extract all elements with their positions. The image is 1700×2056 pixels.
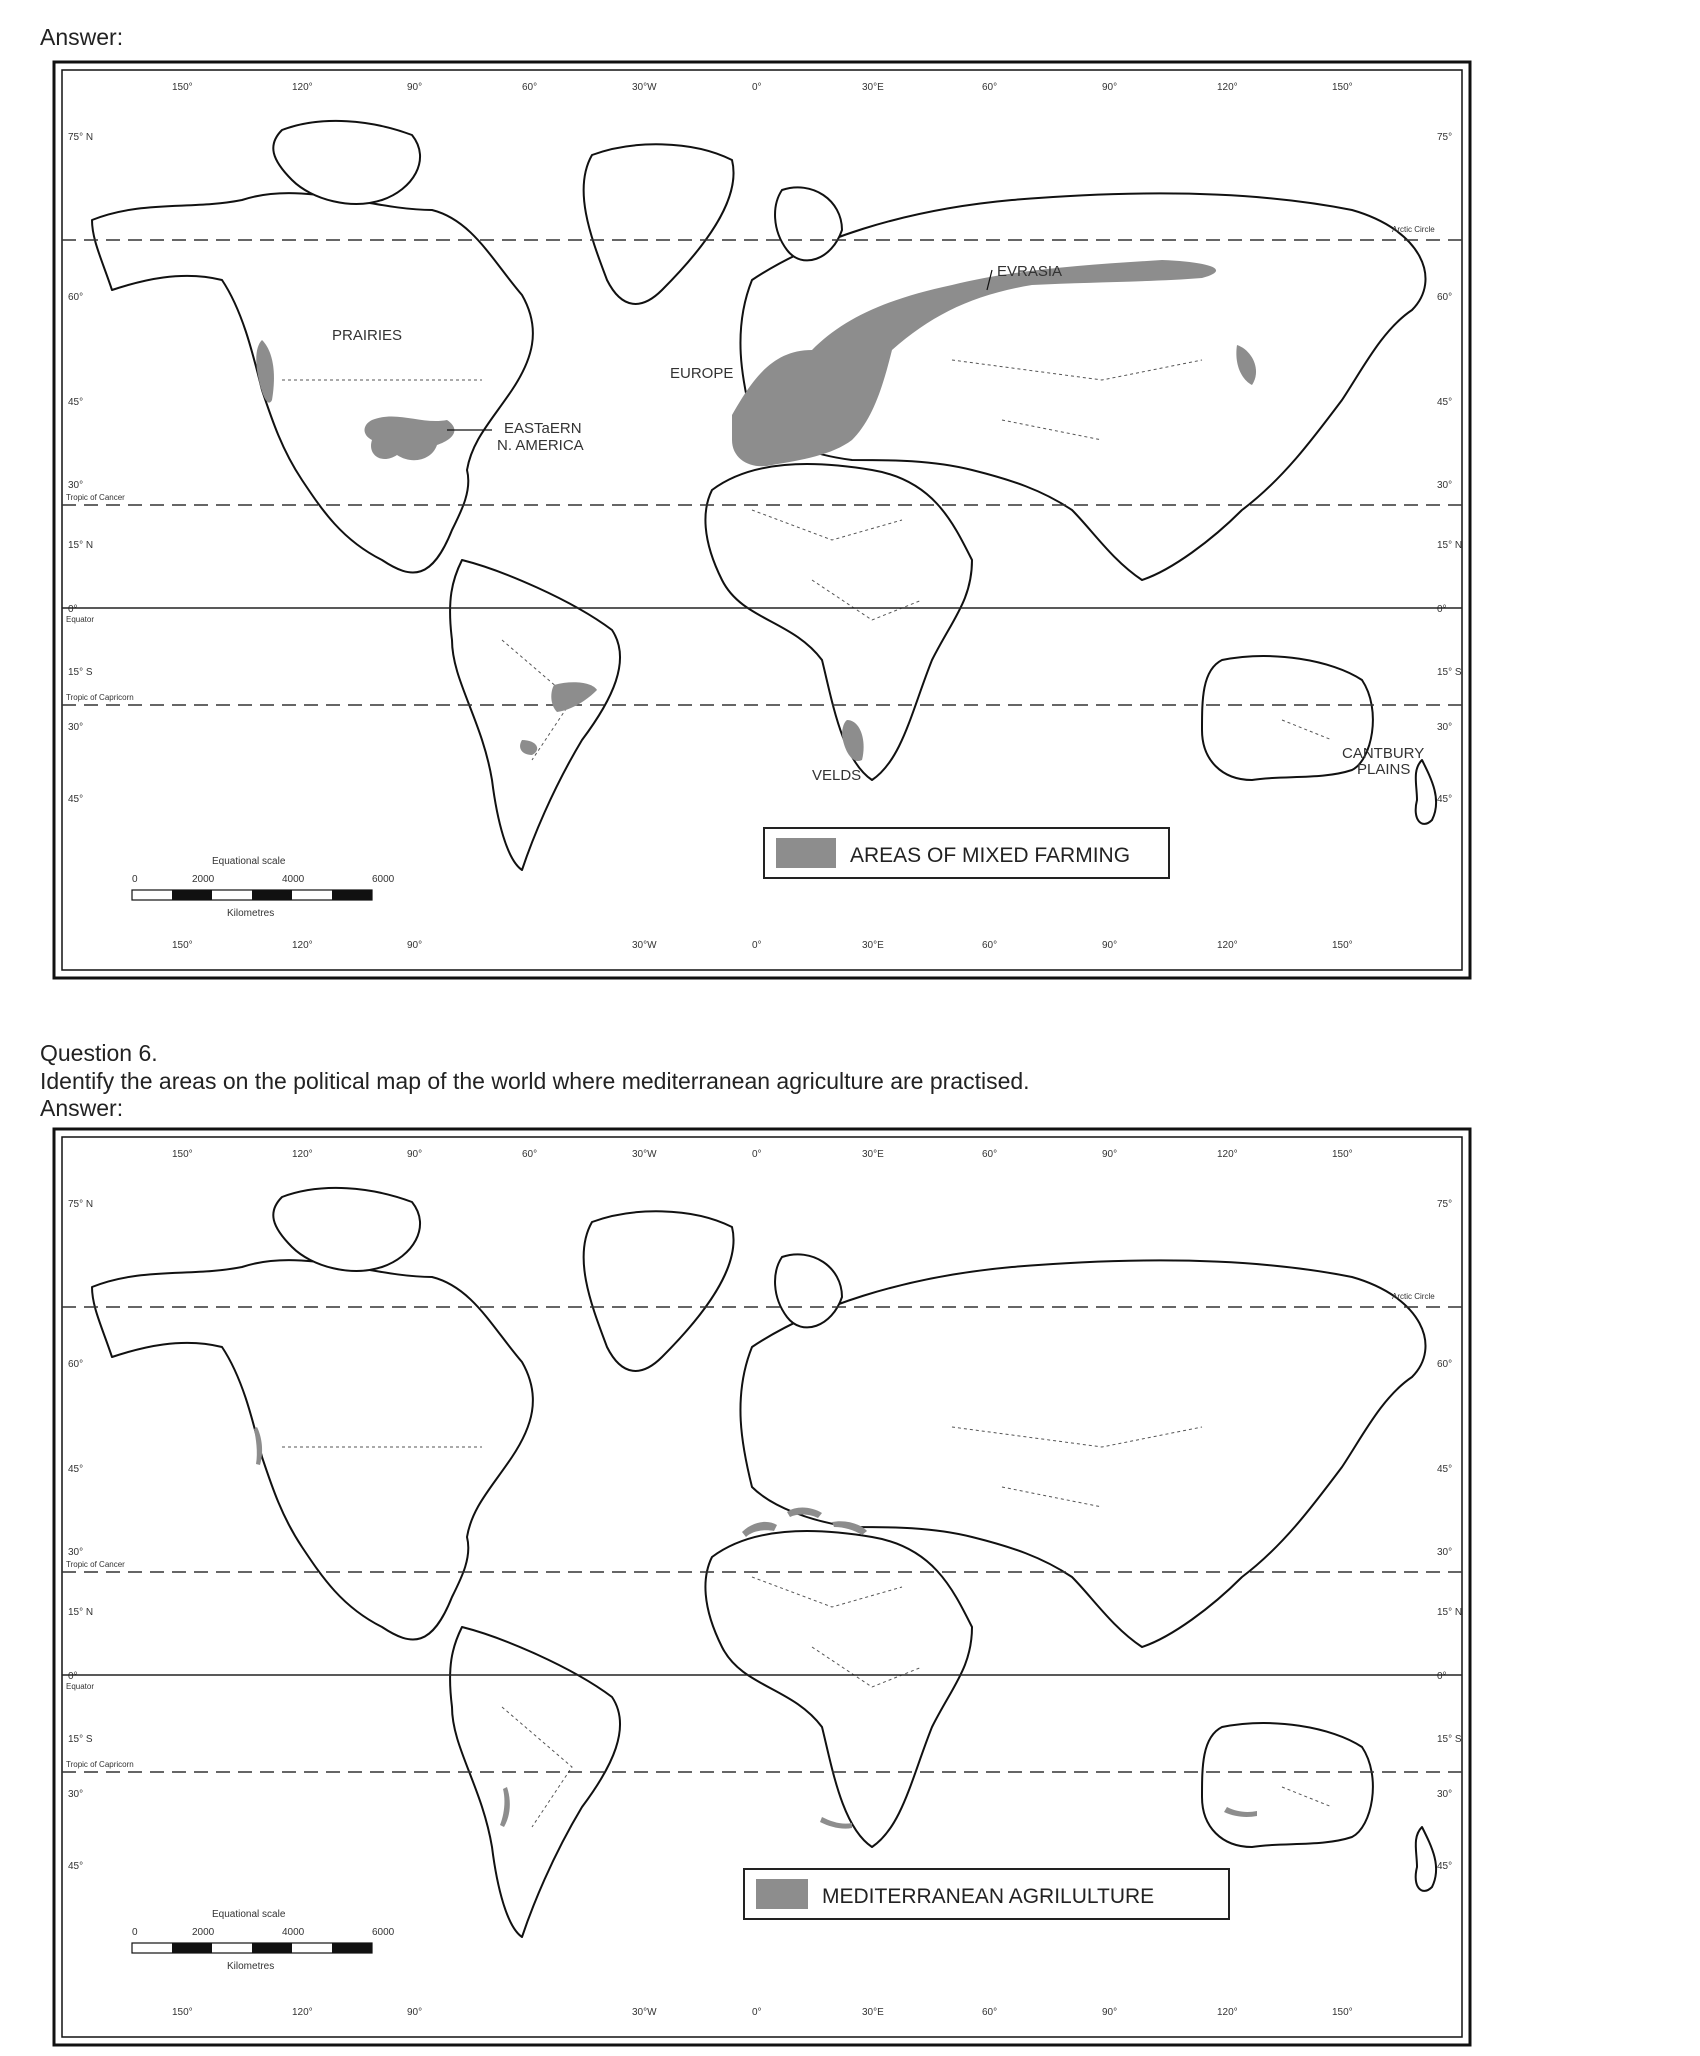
legend xyxy=(764,828,1169,878)
scale-title: Equational scale xyxy=(212,1909,286,1920)
scale-tick: 4000 xyxy=(282,1927,305,1938)
lat-label: 30° xyxy=(68,722,84,733)
lon-label: 60° xyxy=(982,940,998,951)
lat-label: 45° xyxy=(1437,1464,1453,1475)
lon-label: 30°W xyxy=(632,1149,657,1160)
lat-label: 45° xyxy=(1437,397,1453,408)
lon-label: 30°W xyxy=(632,82,657,93)
lon-label: 90° xyxy=(407,1149,423,1160)
lat-label: 30° xyxy=(1437,1789,1453,1800)
europe-label: EUROPE xyxy=(670,365,734,382)
lat-label: 60° xyxy=(68,1359,84,1370)
scale-tick: 6000 xyxy=(372,1927,395,1938)
eastern-label: EASTaERN xyxy=(504,420,582,437)
scale-tick: 4000 xyxy=(282,874,305,885)
n-america-label: N. AMERICA xyxy=(497,437,584,454)
tropic-capricorn-label: Tropic of Capricorn xyxy=(66,1760,134,1769)
lon-label: 120° xyxy=(292,82,313,93)
lat-label: 15° S xyxy=(1437,667,1462,678)
tropic-cancer-label: Tropic of Cancer xyxy=(66,1560,125,1569)
lat-label: 60° xyxy=(1437,1359,1453,1370)
lon-label: 90° xyxy=(407,940,423,951)
lat-label: 45° xyxy=(68,1861,84,1872)
scale-tick: 2000 xyxy=(192,874,215,885)
lat-label: 0° xyxy=(68,1671,78,1682)
lon-label: 120° xyxy=(292,2007,313,2018)
answer-label-2: Answer: xyxy=(40,1095,124,1121)
lon-label: 60° xyxy=(522,1149,538,1160)
lat-label: 75° xyxy=(1437,1199,1453,1210)
lon-label: 120° xyxy=(1217,1149,1238,1160)
lon-label: 60° xyxy=(982,82,998,93)
lon-label: 30°W xyxy=(632,940,657,951)
scale-tick: 2000 xyxy=(192,1927,215,1938)
lon-label: 30°E xyxy=(862,940,884,951)
lon-label: 120° xyxy=(292,940,313,951)
mediterranean-agriculture-map xyxy=(52,1127,1472,2047)
scale-title: Equational scale xyxy=(212,856,286,867)
lon-label: 150° xyxy=(172,2007,193,2018)
question-text: Identify the areas on the political map of the world where mediterranean agriculture are practised. xyxy=(40,1068,1030,1094)
lat-label: 30° xyxy=(1437,722,1453,733)
lat-label: 15° S xyxy=(1437,1734,1462,1745)
lon-label: 120° xyxy=(1217,2007,1238,2018)
legend-label: MEDITERRANEAN AGRILULTURE xyxy=(822,1885,1155,1908)
lat-label: 45° xyxy=(68,794,84,805)
mixed-farming-map xyxy=(52,60,1472,980)
cantbury-label: CANTBURY xyxy=(1342,745,1425,762)
lat-label: 75° xyxy=(1437,132,1453,143)
lon-label: 60° xyxy=(982,1149,998,1160)
lon-label: 60° xyxy=(522,82,538,93)
lat-label: 15° S xyxy=(68,1734,93,1745)
lat-label: 75° N xyxy=(68,1199,94,1210)
scale-unit: Kilometres xyxy=(227,1961,275,1972)
lat-label: 45° xyxy=(68,1464,84,1475)
answer-label-1: Answer: xyxy=(40,24,124,50)
lon-label: 120° xyxy=(1217,940,1238,951)
lon-label: 90° xyxy=(1102,2007,1118,2018)
lat-label: 30° xyxy=(68,1789,84,1800)
lat-label: 45° xyxy=(68,397,84,408)
lon-label: 90° xyxy=(1102,940,1118,951)
lat-label: 30° xyxy=(1437,480,1453,491)
evrasia-label: EVRASIA xyxy=(997,263,1063,280)
lon-label: 120° xyxy=(292,1149,313,1160)
lon-label: 150° xyxy=(1332,1149,1353,1160)
lon-label: 0° xyxy=(752,1149,762,1160)
scale-tick: 6000 xyxy=(372,874,395,885)
lat-label: 15° N xyxy=(1437,540,1463,551)
scale-tick: 0 xyxy=(132,874,138,885)
lon-label: 150° xyxy=(1332,82,1353,93)
legend-swatch xyxy=(776,838,836,868)
lat-label: 30° xyxy=(68,1547,84,1558)
scale-tick: 0 xyxy=(132,1927,138,1938)
lat-label: 0° xyxy=(68,604,78,615)
lat-label: 0° xyxy=(1437,604,1447,615)
tropic-capricorn-label: Tropic of Capricorn xyxy=(66,693,134,702)
lon-label: 150° xyxy=(1332,940,1353,951)
tropic-cancer-label: Tropic of Cancer xyxy=(66,493,125,502)
question-number: Question 6. xyxy=(40,1040,158,1066)
lon-label: 30°E xyxy=(862,2007,884,2018)
lat-label: 0° xyxy=(1437,1671,1447,1682)
lon-label: 90° xyxy=(407,2007,423,2018)
lon-label: 60° xyxy=(982,2007,998,2018)
lat-label: 45° xyxy=(1437,794,1453,805)
lon-label: 90° xyxy=(1102,82,1118,93)
lon-label: 0° xyxy=(752,2007,762,2018)
scale-unit: Kilometres xyxy=(227,908,275,919)
lon-label: 150° xyxy=(172,82,193,93)
lon-label: 0° xyxy=(752,940,762,951)
lon-label: 30°E xyxy=(862,82,884,93)
arctic-circle-label: Arctic Circle xyxy=(1392,225,1435,234)
lon-label: 30°W xyxy=(632,2007,657,2018)
lon-label: 150° xyxy=(1332,2007,1353,2018)
lat-label: 15° N xyxy=(68,540,94,551)
lon-label: 90° xyxy=(407,82,423,93)
lat-label: 15° N xyxy=(68,1607,94,1618)
legend-label: AREAS OF MIXED FARMING xyxy=(850,844,1131,867)
lat-label: 75° N xyxy=(68,132,94,143)
plains-label: PLAINS xyxy=(1357,761,1411,778)
lon-label: 120° xyxy=(1217,82,1238,93)
prairies-label: PRAIRIES xyxy=(332,327,403,344)
arctic-circle-label: Arctic Circle xyxy=(1392,1292,1435,1301)
lat-label: 15° N xyxy=(1437,1607,1463,1618)
lon-label: 30°E xyxy=(862,1149,884,1160)
legend xyxy=(744,1869,1229,1919)
velds-label: VELDS xyxy=(812,767,862,784)
lon-label: 0° xyxy=(752,82,762,93)
lat-label: 60° xyxy=(1437,292,1453,303)
lon-label: 150° xyxy=(172,1149,193,1160)
lon-label: 150° xyxy=(172,940,193,951)
lat-label: 30° xyxy=(68,480,84,491)
lat-label: 30° xyxy=(1437,1547,1453,1558)
lat-label: 60° xyxy=(68,292,84,303)
equator-label: Equator xyxy=(66,615,95,624)
lat-label: 15° S xyxy=(68,667,93,678)
lon-label: 90° xyxy=(1102,1149,1118,1160)
lat-label: 45° xyxy=(1437,1861,1453,1872)
equator-label: Equator xyxy=(66,1682,95,1691)
legend-swatch xyxy=(756,1879,808,1909)
